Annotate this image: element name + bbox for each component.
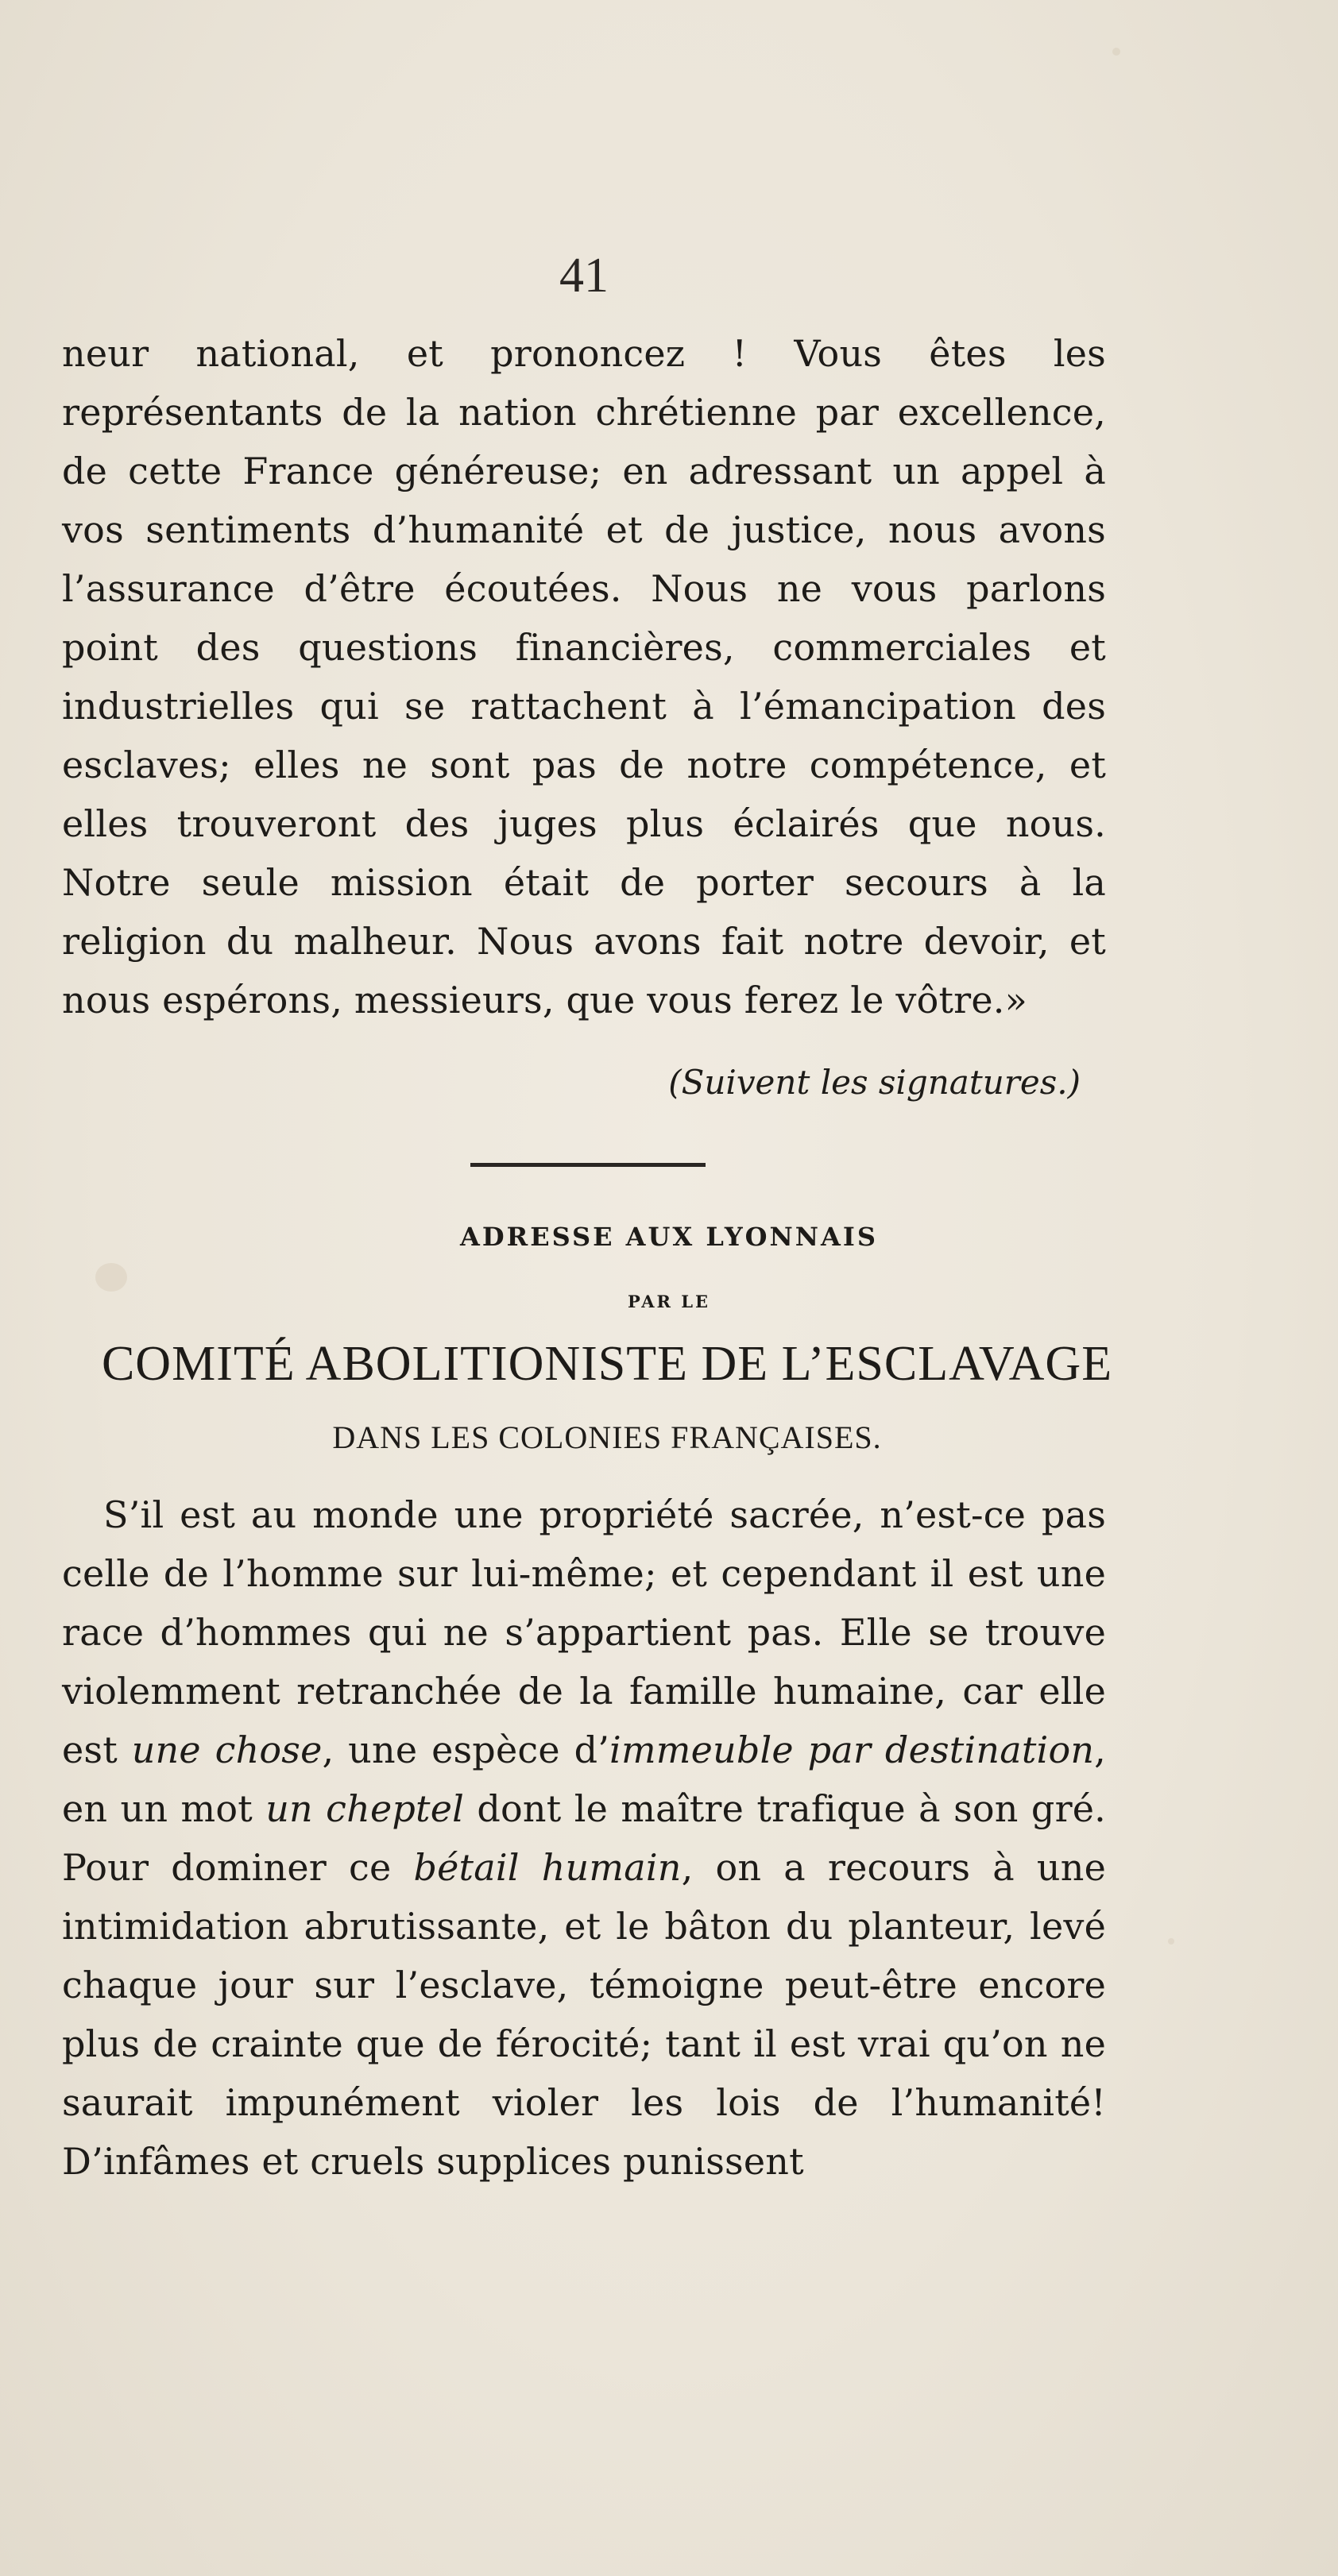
paper-stain <box>1168 1938 1174 1945</box>
page-number: 41 <box>559 249 609 303</box>
section-title: ADRESSE AUX LYONNAIS <box>460 1222 878 1252</box>
committee-subtitle: DANS LES COLONIES FRANÇAISES. <box>332 1419 882 1455</box>
text-run: , une espèce d’ <box>322 1728 610 1771</box>
paragraph-petition-end: neur national, et prononcez ! Vous êtes les représentants de la nation chrétienne par excellence, de cette France généreuse; en adressant un appel à vos sentiments d’humanité et de justice, nous avons l’assurance d’être écoutées. Nous ne vous parlons point des questions financières, commerciales et industrielles qui se rattachent à l’émancipation des esclaves; elles ne sont pas de notre compétence, et elles trouveront des juges plus éclairés que nous. Notre seule mission était de porter secours à la religion du malheur. Nous avons fait notre devoir, et nous espérons, messieurs, que vous ferez le vôtre.» <box>62 332 1106 1022</box>
text-run: S’il est au monde une propriété sacrée, n’est-ce pas celle de l’homme sur lui-même; et cependant il est une race d’hommes qui ne s’appartient pas. Elle se trouve violemment retranchée de la famille humaine, car elle est <box>62 1493 1106 1771</box>
signatures-note: (Suivent les signatures.) <box>668 1063 1081 1102</box>
paragraph-address <box>62 1485 1106 2191</box>
committee-name: COMITÉ ABOLITIONISTE DE L’ESCLAVAGE <box>101 1337 1113 1391</box>
text-run: , on a recours à une intimidation abrutissante, et le bâton du planteur, levé chaque jour sur l’esclave, témoigne peut-être encore plus de crainte que de férocité; tant il est vrai qu’on ne saurait impunément violer les lois de l’humanité! D’infâmes et cruels supplices punissent <box>62 1846 1106 2183</box>
italic-phrase: bétail humain <box>413 1846 682 1889</box>
text-run: , en un mot <box>62 1728 1106 1830</box>
italic-phrase: une chose <box>131 1728 323 1771</box>
paper-stain <box>1112 48 1120 56</box>
text-run: dont le maître trafique à son gré. Pour dominer ce <box>62 1787 1107 1889</box>
section-by-line: PAR LE <box>627 1292 711 1311</box>
section-divider <box>470 1163 706 1167</box>
italic-phrase: immeuble par destination <box>609 1728 1095 1771</box>
italic-phrase: un cheptel <box>265 1787 465 1830</box>
paper-stain <box>95 1263 127 1292</box>
